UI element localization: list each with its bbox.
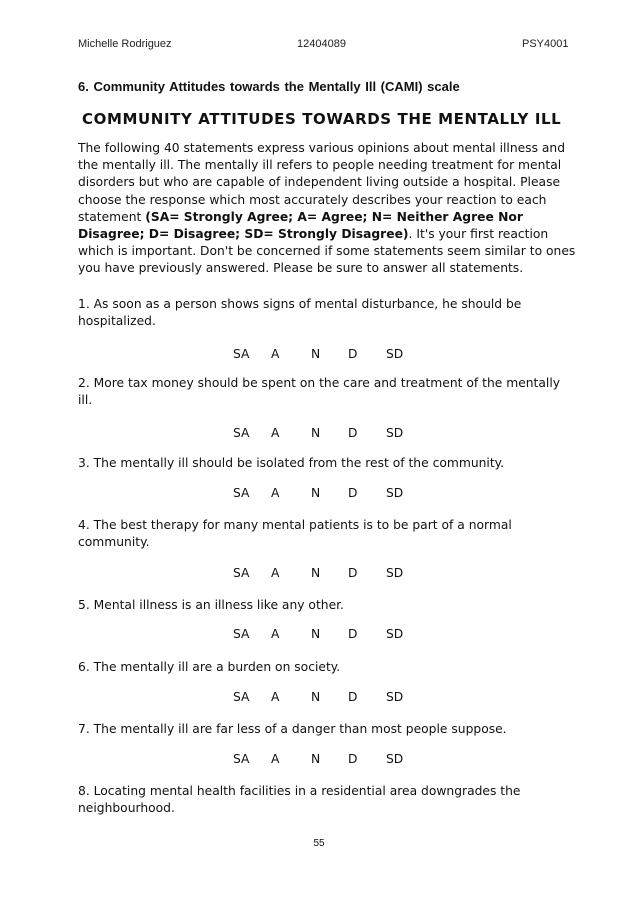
option-d[interactable]: D (348, 752, 358, 766)
option-d[interactable]: D (348, 426, 358, 440)
option-a[interactable]: A (271, 426, 280, 440)
option-a[interactable]: A (271, 627, 280, 641)
instructions-text-cont: . It's your first reaction which is important. Don't be concerned if some statements seem similar to ones you have previously answered. Please be sure to answer all statements. (78, 227, 576, 276)
option-sd[interactable]: SD (386, 347, 404, 361)
option-n[interactable]: N (311, 752, 321, 766)
option-sd[interactable]: SD (386, 486, 404, 500)
option-n[interactable]: N (311, 566, 321, 580)
option-d[interactable]: D (348, 347, 358, 361)
page-number: 55 (313, 838, 325, 849)
question-item: 3. The mentally ill should be isolated from the rest of the community. (78, 456, 505, 470)
option-n[interactable]: N (311, 426, 321, 440)
option-sa[interactable]: SA (233, 752, 250, 766)
question-item: 2. More tax money should be spent on the care and treatment of the mentally ill. (78, 376, 561, 408)
question-item: 8. Locating mental health facilities in a residential area downgrades the neighbourhood. (78, 784, 521, 816)
question-item: 7. The mentally ill are far less of a danger than most people suppose. (78, 722, 507, 736)
question-item: 5. Mental illness is an illness like any other. (78, 598, 344, 612)
option-sa[interactable]: SA (233, 486, 250, 500)
option-a[interactable]: A (271, 486, 280, 500)
option-d[interactable]: D (348, 566, 358, 580)
instructions-paragraph (78, 140, 578, 278)
section-title: 6. Community Attitudes towards the Mentally Ill (CAMI) scale (78, 79, 460, 94)
scale-title: COMMUNITY ATTITUDES TOWARDS THE MENTALLY ILL (82, 110, 562, 128)
option-d[interactable]: D (348, 690, 358, 704)
option-a[interactable]: A (271, 690, 280, 704)
option-sa[interactable]: SA (233, 347, 250, 361)
option-sa[interactable]: SA (233, 566, 250, 580)
option-n[interactable]: N (311, 347, 321, 361)
option-sd[interactable]: SD (386, 566, 404, 580)
option-a[interactable]: A (271, 566, 280, 580)
option-n[interactable]: N (311, 627, 321, 641)
option-n[interactable]: N (311, 486, 321, 500)
option-sd[interactable]: SD (386, 426, 404, 440)
option-sd[interactable]: SD (386, 752, 404, 766)
option-sa[interactable]: SA (233, 690, 250, 704)
option-a[interactable]: A (271, 752, 280, 766)
header-course-code: PSY4001 (522, 38, 569, 50)
question-item: 1. As soon as a person shows signs of mental disturbance, he should be hospitalized. (78, 297, 522, 329)
question-item: 4. The best therapy for many mental patients is to be part of a normal community. (78, 518, 512, 550)
option-sa[interactable]: SA (233, 627, 250, 641)
option-sd[interactable]: SD (386, 627, 404, 641)
option-sd[interactable]: SD (386, 690, 404, 704)
header-student-id: 12404089 (297, 38, 346, 50)
option-sa[interactable]: SA (233, 426, 250, 440)
question-item: 6. The mentally ill are a burden on society. (78, 660, 341, 674)
option-d[interactable]: D (348, 627, 358, 641)
option-n[interactable]: N (311, 690, 321, 704)
option-a[interactable]: A (271, 347, 280, 361)
response-key: (SA= Strongly Agree; A= Agree; N= Neither Agree Nor Disagree; D= Disagree; SD= Strongly Disagree) (78, 209, 523, 242)
instructions-text: The following 40 statements express various opinions about mental illness and the mentally ill. The mentally ill refers to people needing treatment for mental disorders but who are capable of independent living outside a hospital. Please choose the response which most accurately describes your reaction to each statement (78, 141, 566, 224)
option-d[interactable]: D (348, 486, 358, 500)
header-author: Michelle Rodriguez (78, 38, 172, 50)
